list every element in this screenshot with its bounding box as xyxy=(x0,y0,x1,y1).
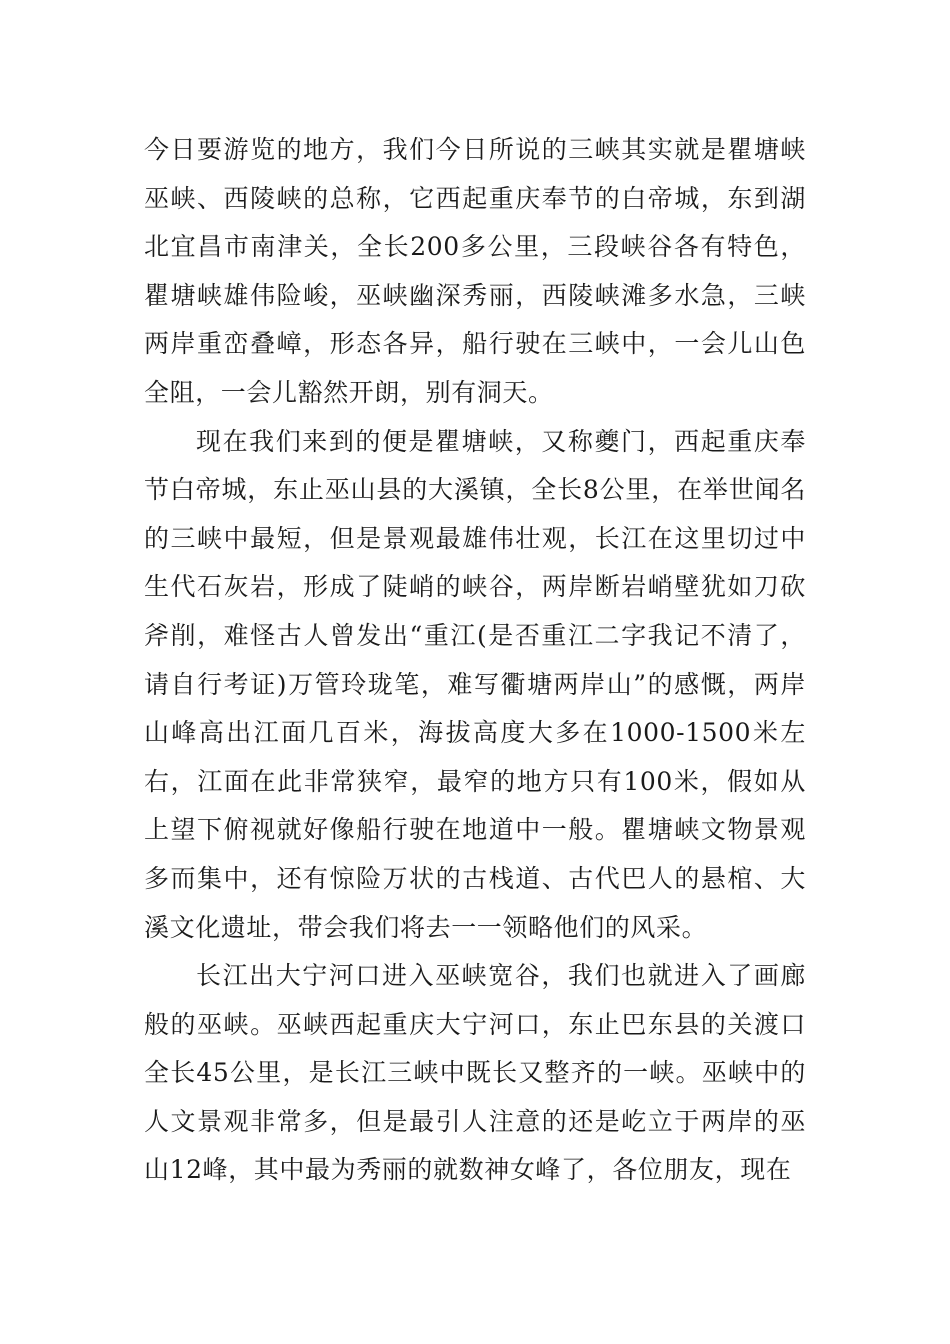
document-body xyxy=(144,126,806,1195)
paragraph-3: 长江出大宁河口进入巫峡宽谷，我们也就进入了画廊般的巫峡。巫峡西起重庆大宁河口，东止巴东县的关渡口全长45公里，是长江三峡中既长又整齐的一峡。巫峡中的人文景观非常多，但是最引人注意的还是屹立于两岸的巫山12峰，其中最为秀丽的就数神女峰了，各位朋友，现在 xyxy=(144,961,806,1185)
paragraph-1: 今日要游览的地方，我们今日所说的三峡其实就是瞿塘峡巫峡、西陵峡的总称，它西起重庆奉节的白帝城，东到湖北宜昌市南津关，全长200多公里，三段峡谷各有特色，瞿塘峡雄伟险峻，巫峡幽深秀丽，西陵峡滩多水急，三峡两岸重峦叠嶂，形态各异，船行驶在三峡中，一会儿山色全阻，一会儿豁然开朗，别有洞天。 xyxy=(144,135,806,407)
paragraph-2: 现在我们来到的便是瞿塘峡，又称夔门，西起重庆奉节白帝城，东止巫山县的大溪镇，全长8公里，在举世闻名的三峡中最短，但是景观最雄伟壮观，长江在这里切过中生代石灰岩，形成了陡峭的峡谷，两岸断岩峭壁犹如刀砍斧削，难怪古人曾发出“重江(是否重江二字我记不清了，请自行考证)万管玲珑笔，难写衢塘两岸山”的感慨，两岸山峰高出江面几百米，海拔高度大多在1000-1500米左右，江面在此非常狭窄，最窄的地方只有100米，假如从上望下俯视就好像船行驶在地道中一般。瞿塘峡文物景观多而集中，还有惊险万状的古栈道、古代巴人的悬棺、大溪文化遗址，带会我们将去一一领略他们的风采。 xyxy=(144,426,806,942)
